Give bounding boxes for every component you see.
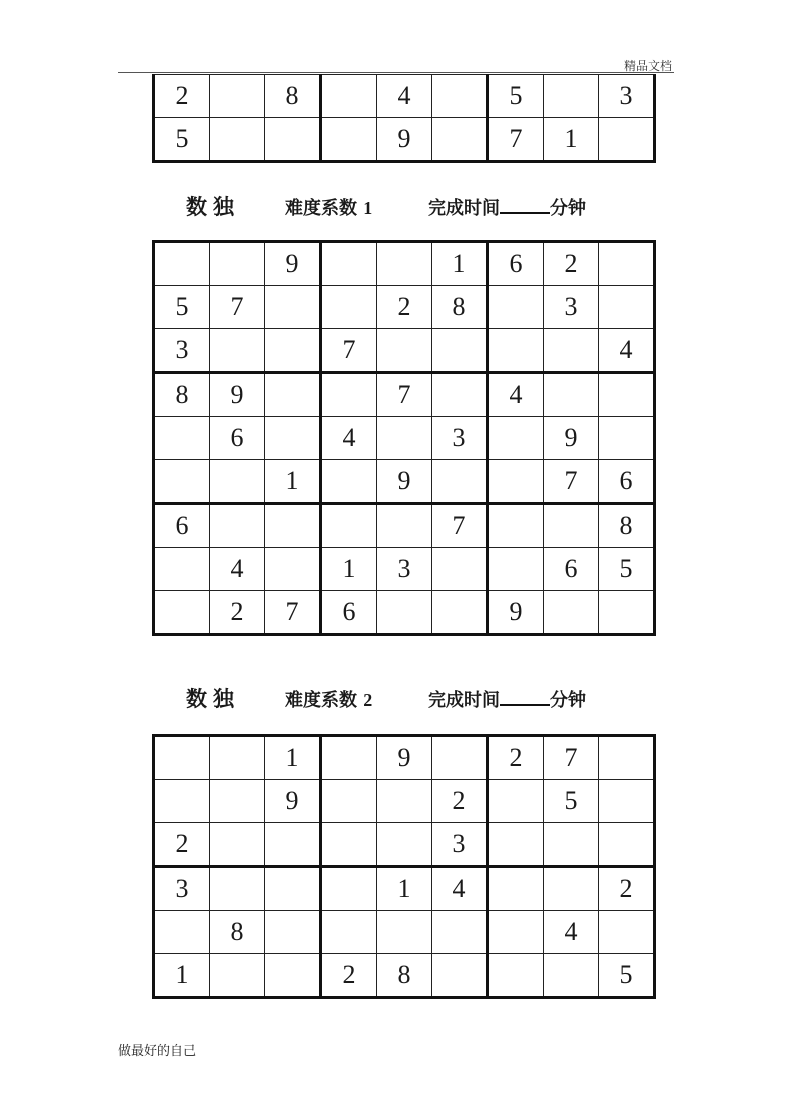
grid-cell: 4 xyxy=(321,417,377,460)
grid-cell[interactable] xyxy=(599,373,655,417)
grid-cell[interactable] xyxy=(488,329,544,373)
grid-cell[interactable] xyxy=(544,75,599,118)
grid-cell[interactable] xyxy=(210,75,265,118)
grid-cell: 8 xyxy=(377,954,432,998)
puzzle-2-title: 数独 xyxy=(186,686,240,711)
grid-cell[interactable] xyxy=(432,118,488,162)
grid-cell: 3 xyxy=(432,823,488,867)
grid-row xyxy=(154,911,655,954)
grid-cell: 5 xyxy=(544,780,599,823)
document-header-label: 精品文档 xyxy=(623,59,672,73)
grid-cell: 7 xyxy=(321,329,377,373)
sudoku-grid-2 xyxy=(152,734,656,999)
grid-cell[interactable] xyxy=(321,736,377,780)
grid-cell: 8 xyxy=(599,504,655,548)
grid-cell[interactable] xyxy=(210,504,265,548)
grid-cell[interactable] xyxy=(210,329,265,373)
grid-cell: 1 xyxy=(265,736,321,780)
grid-cell[interactable] xyxy=(265,954,321,998)
grid-cell: 2 xyxy=(154,75,210,118)
grid-cell[interactable] xyxy=(599,736,655,780)
grid-cell[interactable] xyxy=(210,954,265,998)
grid-cell: 4 xyxy=(432,867,488,911)
puzzle-1-difficulty-label: 难度系数 xyxy=(285,198,357,219)
grid-row xyxy=(154,780,655,823)
grid-cell: 2 xyxy=(377,286,432,329)
grid-cell[interactable] xyxy=(377,329,432,373)
grid-row xyxy=(154,286,655,329)
grid-cell: 9 xyxy=(377,460,432,504)
puzzle-1-time-label: 完成时间 xyxy=(428,198,500,219)
grid-cell: 3 xyxy=(432,417,488,460)
grid-cell: 1 xyxy=(154,954,210,998)
sudoku-grid-1 xyxy=(152,240,656,636)
sudoku-grid-fragment xyxy=(152,74,656,163)
header-divider xyxy=(118,72,674,73)
grid-cell[interactable] xyxy=(488,780,544,823)
grid-row xyxy=(154,736,655,780)
grid-row xyxy=(154,867,655,911)
grid-cell: 8 xyxy=(210,911,265,954)
grid-cell: 9 xyxy=(265,780,321,823)
grid-cell: 1 xyxy=(265,460,321,504)
grid-cell[interactable] xyxy=(488,911,544,954)
grid-cell: 7 xyxy=(432,504,488,548)
grid-cell: 9 xyxy=(210,373,265,417)
grid-cell[interactable] xyxy=(321,504,377,548)
grid-cell: 5 xyxy=(599,954,655,998)
grid-cell: 9 xyxy=(544,417,599,460)
grid-cell: 5 xyxy=(599,548,655,591)
grid-cell[interactable] xyxy=(265,373,321,417)
grid-cell[interactable] xyxy=(321,460,377,504)
grid-cell: 9 xyxy=(488,591,544,635)
grid-cell: 3 xyxy=(154,329,210,373)
grid-cell: 2 xyxy=(432,780,488,823)
grid-cell[interactable] xyxy=(599,118,655,162)
grid-cell[interactable] xyxy=(154,460,210,504)
grid-cell: 9 xyxy=(265,242,321,286)
grid-cell: 5 xyxy=(154,118,210,162)
grid-cell: 1 xyxy=(377,867,432,911)
grid-row xyxy=(154,118,655,162)
grid-cell: 1 xyxy=(321,548,377,591)
grid-cell: 4 xyxy=(488,373,544,417)
puzzle-1-time-unit: 分钟 xyxy=(550,198,586,219)
grid-cell: 4 xyxy=(210,548,265,591)
grid-cell: 4 xyxy=(599,329,655,373)
grid-cell[interactable] xyxy=(321,373,377,417)
grid-cell[interactable] xyxy=(321,242,377,286)
grid-cell[interactable] xyxy=(154,242,210,286)
grid-cell: 6 xyxy=(488,242,544,286)
grid-cell[interactable] xyxy=(154,591,210,635)
grid-cell: 3 xyxy=(599,75,655,118)
grid-cell[interactable] xyxy=(488,954,544,998)
grid-cell[interactable] xyxy=(544,954,599,998)
grid-cell: 8 xyxy=(154,373,210,417)
grid-row xyxy=(154,242,655,286)
grid-cell: 6 xyxy=(544,548,599,591)
grid-cell[interactable] xyxy=(488,823,544,867)
grid-cell: 7 xyxy=(544,736,599,780)
grid-cell: 1 xyxy=(432,242,488,286)
puzzle-2-completion-time xyxy=(428,686,586,712)
grid-cell[interactable] xyxy=(265,417,321,460)
grid-cell[interactable] xyxy=(210,736,265,780)
grid-cell[interactable] xyxy=(321,286,377,329)
grid-cell[interactable] xyxy=(432,75,488,118)
grid-cell: 4 xyxy=(544,911,599,954)
grid-cell[interactable] xyxy=(154,417,210,460)
grid-cell: 8 xyxy=(265,75,321,118)
grid-cell: 7 xyxy=(488,118,544,162)
grid-cell[interactable] xyxy=(432,736,488,780)
puzzle-1-difficulty xyxy=(285,194,372,220)
grid-cell[interactable] xyxy=(377,823,432,867)
grid-cell[interactable] xyxy=(321,823,377,867)
grid-cell[interactable] xyxy=(210,460,265,504)
puzzle-2-difficulty-label: 难度系数 xyxy=(285,690,357,711)
grid-row xyxy=(154,548,655,591)
grid-cell[interactable] xyxy=(265,118,321,162)
grid-cell[interactable] xyxy=(321,867,377,911)
grid-cell: 1 xyxy=(544,118,599,162)
grid-cell[interactable] xyxy=(265,548,321,591)
grid-cell[interactable] xyxy=(210,867,265,911)
puzzle-1-difficulty-value: 1 xyxy=(363,198,373,218)
grid-cell[interactable] xyxy=(265,286,321,329)
grid-cell: 7 xyxy=(210,286,265,329)
grid-cell[interactable] xyxy=(599,242,655,286)
grid-cell[interactable] xyxy=(599,417,655,460)
grid-cell[interactable] xyxy=(488,460,544,504)
grid-cell[interactable] xyxy=(544,591,599,635)
grid-row xyxy=(154,460,655,504)
grid-cell[interactable] xyxy=(432,911,488,954)
grid-cell: 7 xyxy=(544,460,599,504)
grid-cell: 8 xyxy=(432,286,488,329)
grid-cell: 7 xyxy=(265,591,321,635)
grid-cell: 4 xyxy=(377,75,432,118)
grid-cell[interactable] xyxy=(599,591,655,635)
grid-cell[interactable] xyxy=(265,823,321,867)
puzzle-1-time-blank[interactable] xyxy=(500,196,550,214)
grid-cell: 5 xyxy=(488,75,544,118)
grid-row xyxy=(154,417,655,460)
grid-cell[interactable] xyxy=(377,242,432,286)
grid-cell[interactable] xyxy=(377,591,432,635)
grid-cell: 2 xyxy=(544,242,599,286)
grid-cell: 6 xyxy=(210,417,265,460)
grid-cell: 2 xyxy=(321,954,377,998)
footer-motto: 做最好的自己 xyxy=(118,1044,197,1059)
grid-cell[interactable] xyxy=(544,329,599,373)
grid-cell[interactable] xyxy=(488,548,544,591)
grid-cell[interactable] xyxy=(488,504,544,548)
puzzle-2-time-unit: 分钟 xyxy=(550,690,586,711)
grid-cell[interactable] xyxy=(432,591,488,635)
grid-cell[interactable] xyxy=(377,504,432,548)
grid-cell[interactable] xyxy=(321,75,377,118)
puzzle-1-completion-time xyxy=(428,194,586,220)
grid-cell[interactable] xyxy=(265,504,321,548)
puzzle-2-difficulty xyxy=(285,686,372,712)
puzzle-1-title: 数独 xyxy=(186,194,240,219)
grid-cell[interactable] xyxy=(265,867,321,911)
grid-cell[interactable] xyxy=(377,417,432,460)
grid-cell: 2 xyxy=(599,867,655,911)
puzzle-2-time-blank[interactable] xyxy=(500,688,550,706)
grid-cell: 6 xyxy=(599,460,655,504)
grid-cell[interactable] xyxy=(432,954,488,998)
puzzle-2-title-row xyxy=(0,683,792,713)
grid-cell: 9 xyxy=(377,736,432,780)
puzzle-2-time-label: 完成时间 xyxy=(428,690,500,711)
grid-cell[interactable] xyxy=(265,911,321,954)
grid-cell: 6 xyxy=(321,591,377,635)
grid-cell: 5 xyxy=(154,286,210,329)
grid-row xyxy=(154,373,655,417)
grid-cell[interactable] xyxy=(488,286,544,329)
grid-cell[interactable] xyxy=(599,286,655,329)
grid-cell[interactable] xyxy=(432,373,488,417)
grid-cell[interactable] xyxy=(377,780,432,823)
grid-cell: 3 xyxy=(154,867,210,911)
grid-cell[interactable] xyxy=(544,504,599,548)
grid-cell: 2 xyxy=(488,736,544,780)
grid-cell: 2 xyxy=(154,823,210,867)
grid-cell[interactable] xyxy=(210,242,265,286)
grid-cell[interactable] xyxy=(154,911,210,954)
grid-row xyxy=(154,954,655,998)
grid-cell[interactable] xyxy=(544,373,599,417)
grid-cell[interactable] xyxy=(432,548,488,591)
puzzle-1-title-row xyxy=(0,191,792,221)
puzzle-2-difficulty-value: 2 xyxy=(363,690,373,710)
grid-row xyxy=(154,75,655,118)
grid-cell[interactable] xyxy=(210,118,265,162)
grid-cell[interactable] xyxy=(377,911,432,954)
grid-cell[interactable] xyxy=(488,867,544,911)
grid-cell: 9 xyxy=(377,118,432,162)
grid-cell[interactable] xyxy=(210,780,265,823)
grid-row xyxy=(154,504,655,548)
grid-cell: 6 xyxy=(154,504,210,548)
grid-cell[interactable] xyxy=(544,867,599,911)
grid-cell: 3 xyxy=(377,548,432,591)
grid-cell[interactable] xyxy=(599,823,655,867)
grid-cell[interactable] xyxy=(488,417,544,460)
grid-row xyxy=(154,591,655,635)
grid-cell[interactable] xyxy=(432,460,488,504)
grid-cell[interactable] xyxy=(154,548,210,591)
grid-cell: 2 xyxy=(210,591,265,635)
grid-cell[interactable] xyxy=(432,329,488,373)
grid-cell[interactable] xyxy=(544,823,599,867)
grid-cell[interactable] xyxy=(321,911,377,954)
grid-row xyxy=(154,823,655,867)
grid-cell[interactable] xyxy=(265,329,321,373)
grid-cell[interactable] xyxy=(154,780,210,823)
grid-cell: 3 xyxy=(544,286,599,329)
grid-row xyxy=(154,329,655,373)
grid-cell[interactable] xyxy=(154,736,210,780)
grid-cell[interactable] xyxy=(599,911,655,954)
grid-cell[interactable] xyxy=(210,823,265,867)
grid-cell[interactable] xyxy=(599,780,655,823)
grid-cell[interactable] xyxy=(321,780,377,823)
grid-cell: 7 xyxy=(377,373,432,417)
grid-cell[interactable] xyxy=(321,118,377,162)
